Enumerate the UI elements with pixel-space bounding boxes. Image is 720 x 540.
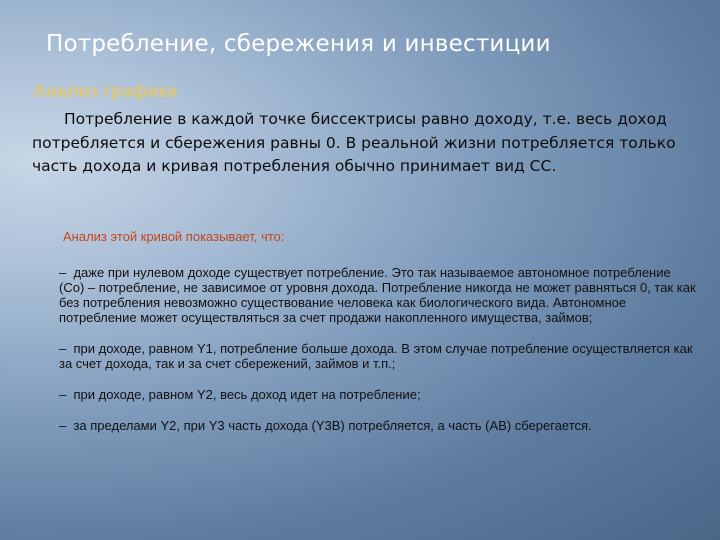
bullet-dash: – [59,387,67,402]
analysis-point-text: при доходе, равном Y1, потребление больше дохода. В этом случае потребление осуществляется как за счет дохода, так и за счет сбережений, займов и т.п.; [59,341,693,371]
intro-paragraph: Потребление в каждой точке биссектрисы равно доходу, т.е. весь доход потребляется и сбережения равны 0. В реальной жизни потребляется только часть дохода и кривая потребления обычно принимает вид СС. [32,110,676,175]
slide-title: Потребление, сбережения и инвестиции [46,31,551,57]
slide-subtitle: Анализ графика [33,81,178,101]
analysis-point-text: при доходе, равном Y2, весь доход идет на потребление; [73,387,421,402]
analysis-point [59,341,699,371]
bullet-dash: – [59,341,67,356]
analysis-point [59,387,699,402]
analysis-point [59,418,699,433]
analysis-point [59,265,699,325]
analysis-point-text: даже при нулевом доходе существует потребление. Это так называемое автономное потребление (Со) – потребление, не зависимое от уровня дохода. Потребление никогда не может равняться 0, так как без потребления невозможно существование человека как биологического вида. Автономное потребление может осуществляться за счет продажи накопленного имущества, займов; [59,265,696,325]
lead-sentence: Анализ этой кривой показывает, что: [63,229,285,244]
bullet-dash: – [59,418,67,433]
bullet-dash: – [59,265,67,280]
analysis-point-text: за пределами Y2, при Y3 часть дохода (Y3B) потребляется, а часть (AB) сберегается. [73,418,592,433]
analysis-points-list [59,265,699,433]
